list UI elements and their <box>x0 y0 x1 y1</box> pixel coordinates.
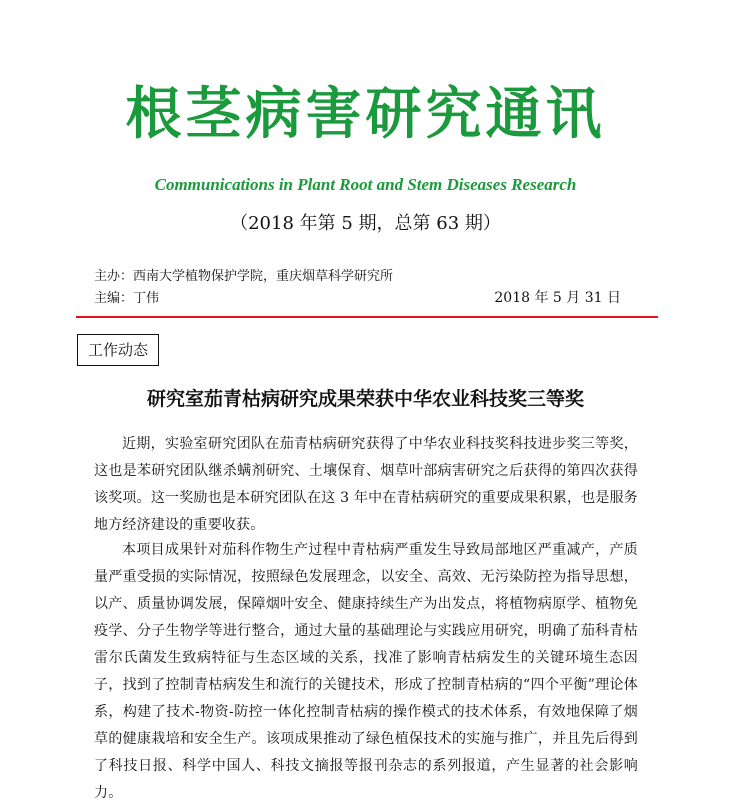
chief-editor: 主编：丁伟 <box>94 291 160 306</box>
newsletter-subtitle: Communications in Plant Root and Stem Diseases Research <box>154 175 577 194</box>
publish-date: 2018 年 5 月 31 日 <box>494 290 621 306</box>
host-organizations: 主办：西南大学植物保护学院，重庆烟草科学研究所 <box>94 269 394 284</box>
paragraph-text: 近期，实验室研究团队在茄青枯病研究获得了中华农业科技奖科技进步奖三等奖，这也是苯研究团队继杀螨剂研究、土壤保育、烟草叶部病害研究之后获得的第四次获得该奖项。这一奖励也是本研究团队在这 3 年中在青枯病研究的重要成果积累，也是服务地方经济建设的重要收获。 <box>94 436 638 533</box>
section-tag: 工作动态 <box>77 334 159 366</box>
header-divider <box>76 316 658 318</box>
paragraph-text: 本项目成果针对茄科作物生产过程中青枯病严重发生导致局部地区严重减产，产质量严重受损的实际情况，按照绿色发展理念，以安全、高效、无污染防控为指导思想，以产、质量协调发展，保障烟叶安全、健康持续生产为出发点，将植物病原学、植物免疫学、分子生物学等进行整合，通过大量的基础理论与实践应用研究，明确了茄科青枯雷尔氏菌发生致病特征与生态区域的关系，找准了影响青枯病发生的关键环境生态因子，找到了控制青枯病发生和流行的关键技术，形成了控制青枯病的“四个平衡”理论体系，构建了技术-物资-防控一体化控制青枯病的操作模式的技术体系，有效地保障了烟草的健康栽培和安全生产。该项成果推动了绿色植保技术的实施与推广，并且先后得到了科技日报、科学中国人、科技文摘报等报刊杂志的系列报道，产生显著的社会影响力。 <box>94 542 638 801</box>
article-paragraph-1 <box>94 431 638 539</box>
article-paragraph-2 <box>94 537 638 807</box>
newsletter-title: 根茎病害研究通讯 <box>125 82 606 147</box>
article-headline: 研究室茄青枯病研究成果荣获中华农业科技奖三等奖 <box>146 388 584 410</box>
issue-number: （2018 年第 5 期，总第 63 期） <box>230 213 501 234</box>
